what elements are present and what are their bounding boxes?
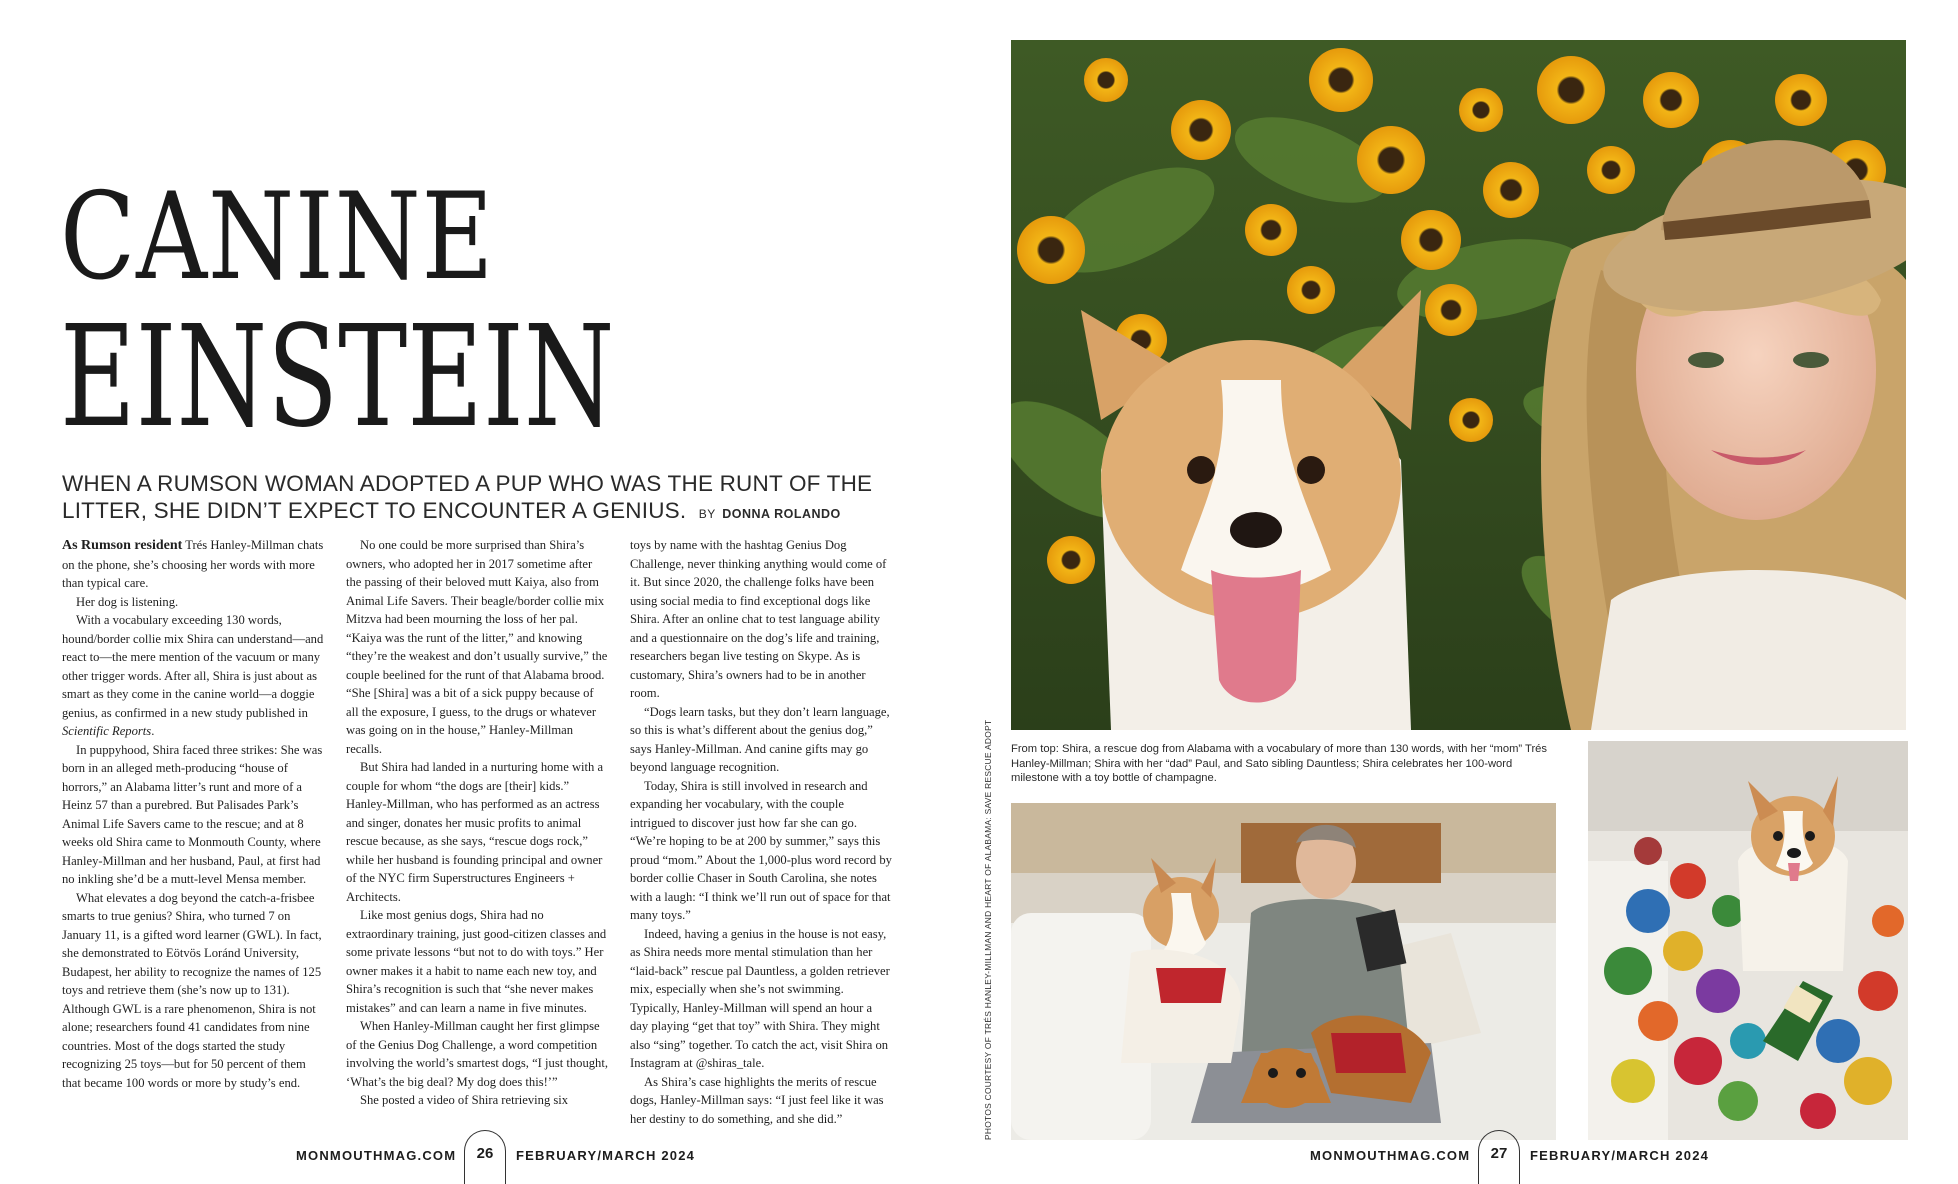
lead-in: As Rumson resident [62, 538, 183, 553]
byline-prefix: BY [698, 507, 716, 521]
paragraph: Indeed, having a genius in the house is not easy, as Shira needs more mental stimulation than her “laid-back” rescue pal Dauntless, a golden retriever mix, especially when she’s not swimming. Typically, Hanley-Millman will spend an hour a day playing “get that toy” with Shira. They might also “sing” together. To catch the act, visit Shira on Instagram at @shiras_tale. [630, 926, 890, 1070]
paragraph: As Shira’s case highlights the merits of rescue dogs, Hanley-Millman says: “I just feel like it was her destiny to do something, and she did.” [630, 1074, 884, 1126]
deck [62, 470, 942, 528]
headline-line-2: EINSTEIN [60, 296, 615, 459]
paragraph: What elevates a dog beyond the catch-a-frisbee smarts to true genius? Shira, who turned 7 on January 11, is a gifted word learner (GWL). In fact, she demonstrated to Eötvös Loránd University, Budapest, her ability to recognize the names of 125 toys and retrieve them (she’s now up to 131). Although GWL is a rare phenomenon, Shira is not alone; researchers found 41 candidates from nine countries. Most of the dogs started the study recognizing 25 toys—but for 50 percent of them that became 100 words or more by study’s end. [62, 890, 322, 1090]
paragraph: Today, Shira is still involved in research and expanding her vocabulary, with the couple intrigued to discover just how far she can go. “We’re hoping to be at 200 by summer,” says this proud “mom.” About the 1,000-plus word record by border collie Chaser in South Carolina, she notes with a laugh: “I think we’ll run out of space for that many toys.” [630, 778, 892, 922]
footer-site-right: MONMOUTHMAG.COM [1310, 1148, 1471, 1163]
page-number-left: 26 [464, 1130, 506, 1184]
main-photo-woman-and-dog [1011, 40, 1906, 730]
footer-site-left: MONMOUTHMAG.COM [296, 1148, 457, 1163]
photo-caption: From top: Shira, a rescue dog from Alabama with a vocabulary of more than 130 words, with her “mom” Trés Hanley-Millman; Shira with her “dad” Paul, and Sato sibling Dauntless; Shira celebrates her 100-word milestone with a toy bottle of champagne. [1011, 743, 1547, 784]
paragraph: No one could be more surprised than Shira’s owners, who adopted her in 2017 sometime after the passing of their beloved mutt Kaiya, also from Animal Life Savers. Their beagle/border collie mix Mitzva had been mourning the loss of her pal. “Kaiya was the runt of the litter,” and knowing “they’re the weakest and don’t usually survive,” the couple beelined for the runt of that Alabama brood. “She [Shira] was a bit of a sick puppy because of all the exposure, I guess, to the drugs or whatever was going on in the house,” Hanley-Millman recalls. [346, 538, 608, 756]
paragraph: Her dog is listening. [76, 594, 179, 609]
paragraph: With a vocabulary exceeding 130 words, hound/border collie mix Shira can understand—and react to—the mere mention of the vacuum or many other trigger words. After all, Shira is just about as smart as they come in the canine world—a doggie genius, as confirmed in a new study published in Scientific Reports. [62, 613, 324, 738]
page-number-right: 27 [1478, 1130, 1520, 1184]
article-column-3 [630, 536, 892, 1128]
paragraph-text: Trés Hanley-Millman chats on the phone, she’s choosing her words with more than typical care. [62, 538, 324, 590]
right-page [979, 0, 1958, 1184]
footer-issue-right: FEBRUARY/MARCH 2024 [1530, 1148, 1710, 1163]
paragraph: toys by name with the hashtag Genius Dog Challenge, never thinking anything would come of it. But since 2020, the challenge folks have been using social media to find exceptional dogs like Shira. After an online chat to test language ability and a questionnaire on the dog’s life and training, researchers began live testing on Skype. As is customary, Shira’s owners had to be in another room. [630, 538, 887, 700]
article-column-1 [62, 536, 324, 1092]
paragraph: “Dogs learn tasks, but they don’t learn language, so this is what’s different about the genius dog,” says Hanley-Millman. And canine gifts may go beyond language recognition. [630, 704, 890, 774]
paragraph: But Shira had landed in a nurturing home with a couple for whom “the dogs are [their] kids.” Hanley-Millman, who has performed as an actress and singer, donates her music profits to animal rescue because, as she says, “rescue dogs rock,” while her husband is founding principal and owner of the NYC firm Superstructures Engineers + Architects. [346, 760, 604, 904]
paragraph: When Hanley-Millman caught her first glimpse of the Genius Dog Challenge, a word competition involving the world’s smartest dogs, “I just thought, ‘What’s the big deal? My dog does this!’” [346, 1019, 609, 1089]
photo-credit: PHOTOS COURTESY OF TRÉS HANLEY-MILLMAN AND HEART OF ALABAMA: SAVE RESCUE ADOPT [983, 719, 993, 1140]
toy-pile-image [1588, 741, 1908, 1140]
living-room-image [1011, 803, 1556, 1140]
paragraph: She posted a video of Shira retrieving six [360, 1093, 569, 1107]
paragraph: Like most genius dogs, Shira had no extraordinary training, just good-citizen classes and some private lessons “but not to do with toys.” Her owner makes it a habit to name each new toy, and Shira’s recognition is such that “she never makes mistakes” and can learn a name in five minutes. [346, 908, 607, 1015]
photo-man-with-dogs [1011, 803, 1556, 1140]
sunflower-field-image [1011, 40, 1906, 730]
footer-issue-left: FEBRUARY/MARCH 2024 [516, 1148, 696, 1163]
headline-line-1: CANINE [60, 168, 495, 307]
deck-text: WHEN A RUMSON WOMAN ADOPTED A PUP WHO WAS THE RUNT OF THE LITTER, SHE DIDN’T EXPECT TO ENCOUNTER A GENIUS. [62, 471, 873, 523]
photo-dog-with-toys [1588, 741, 1908, 1140]
article-column-2 [346, 536, 608, 1110]
byline-name: DONNA ROLANDO [722, 507, 841, 521]
paragraph: In puppyhood, Shira faced three strikes: She was born in an alleged meth-producing “house of horrors,” an Alabama litter’s runt and more of a Heinz 57 than a purebred. But Palisades Park’s Animal Life Savers came to the rescue; and at 8 weeks old Shira came to Monmouth County, where Hanley-Millman and her husband, Paul, at first had no inkling she’d be a mutt-level Mensa member. [62, 742, 323, 886]
paragraph [62, 536, 324, 593]
